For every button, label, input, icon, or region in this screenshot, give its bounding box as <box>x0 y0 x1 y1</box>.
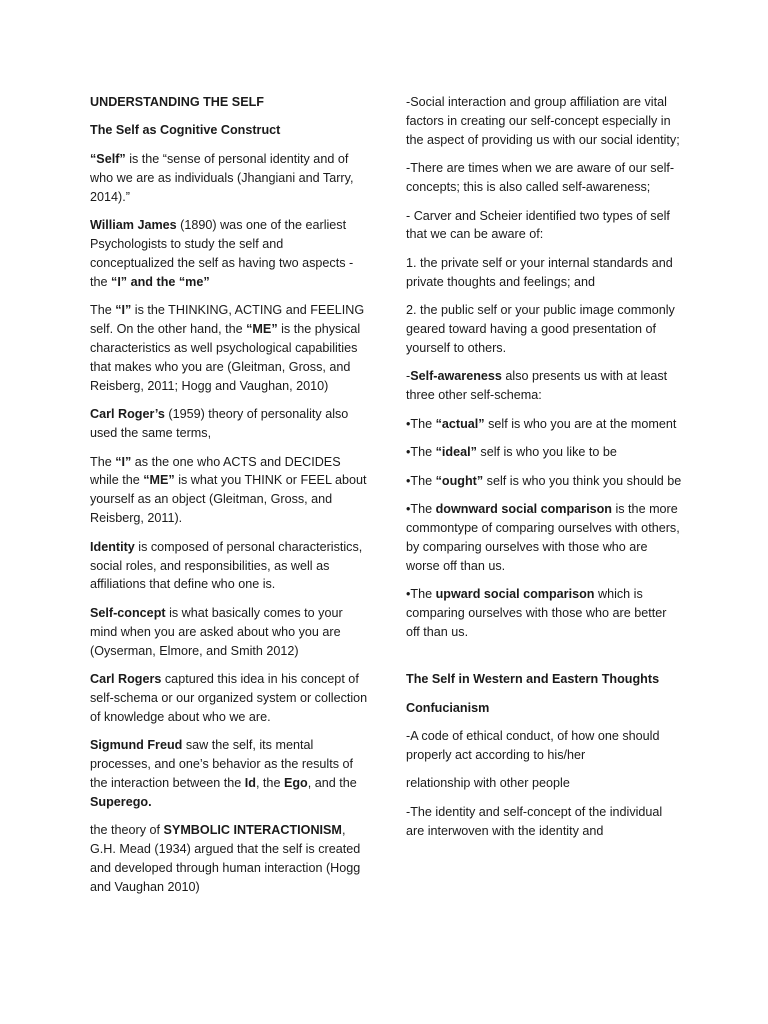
paragraph-symbolic-interactionism: the theory of SYMBOLIC INTERACTIONISM, G.H. Mead (1934) argued that the self is created and developed through human interaction (Hogg and Vaughan 2010) <box>90 823 361 895</box>
paragraph-ethical-code: -A code of ethical conduct, of how one should properly act according to his/her <box>406 729 660 762</box>
paragraph-social-interaction: -Social interaction and group affiliation are vital factors in creating our self-concept especially in the aspect of providing us with our social identity; <box>406 95 680 147</box>
paragraph-identity-interwoven: -The identity and self-concept of the individual are interwoven with the identity and <box>406 804 663 838</box>
paragraph-relationship: relationship with other people <box>406 776 570 791</box>
spacer <box>406 651 682 670</box>
list-item-public-self: 2. the public self or your public image commonly geared toward having a good presentation of yourself to others. <box>406 303 675 355</box>
paragraph-self-definition: “Self” is the “sense of personal identity and of who we are as individuals (Jhangiani and Tarry, 2014).” <box>90 151 354 204</box>
bullet-actual-self: •The “actual” self is who you are at the moment <box>406 416 677 431</box>
paragraph-i-and-me: The “I” is the THINKING, ACTING and FEELING self. On the other hand, the “ME” is the physical characteristics as well psychological capabilities that makes who you are (Gleitman, Gross, and Reisberg, 2011; Hogg and Vaughan, 2010) <box>90 303 365 393</box>
bullet-ideal-self: •The “ideal” self is who you like to be <box>406 445 617 460</box>
paragraph-carl-rogers: Carl Rogers captured this idea in his concept of self-schema or our organized system or collection of knowledge about who we are. <box>90 672 368 724</box>
paragraph-sigmund-freud: Sigmund Freud saw the self, its mental processes, and one’s behavior as the results of the interaction between the Id, the Ego, and the Superego. <box>90 738 357 809</box>
paragraph-carl-roger: Carl Roger’s (1959) theory of personality also used the same terms, <box>90 407 349 441</box>
list-item-private-self: 1. the private self or your internal standards and private thoughts and feelings; and <box>406 255 673 289</box>
left-column <box>90 93 368 907</box>
paragraph-self-awareness-schema: -Self-awareness also presents us with at least three other self-schema: <box>406 369 668 403</box>
paragraph-identity: Identity is composed of personal characteristics, social roles, and responsibilities, as well as affiliations that define who one is. <box>90 539 363 592</box>
paragraph-acts-decides: The “I” as the one who ACTS and DECIDES while the “ME” is what you THINK or FEEL about yourself as an object (Gleitman, Gross, and Reisberg, 2011). <box>90 454 367 526</box>
paragraph-self-concept: Self-concept is what basically comes to your mind when you are asked about who you are (Oyserman, Elmore, and Smith 2012) <box>90 605 343 658</box>
bullet-upward-comparison: •The upward social comparison which is comparing ourselves with those who are better off than us. <box>406 587 667 639</box>
section-heading-western-eastern: The Self in Western and Eastern Thoughts <box>406 672 660 687</box>
document-title: UNDERSTANDING THE SELF <box>90 95 264 109</box>
bullet-downward-comparison: •The downward social comparison is the more commontype of comparing ourselves with others, by comparing ourselves with those who are worse off than us. <box>406 501 680 573</box>
section-heading: The Self as Cognitive Construct <box>90 123 281 138</box>
right-column <box>406 93 682 850</box>
bullet-ought-self: •The “ought” self is who you think you should be <box>406 473 682 488</box>
paragraph-william-james: William James (1890) was one of the earliest Psychologists to study the self and conceptualized the self as having two aspects - the “I” and the “me” <box>90 218 354 289</box>
paragraph-self-awareness-intro: -There are times when we are aware of our self-concepts; this is also called self-awareness; <box>406 161 675 195</box>
paragraph-carver-scheier: - Carver and Scheier identified two types of self that we can be aware of: <box>406 208 670 242</box>
section-heading-confucianism: Confucianism <box>406 700 490 715</box>
